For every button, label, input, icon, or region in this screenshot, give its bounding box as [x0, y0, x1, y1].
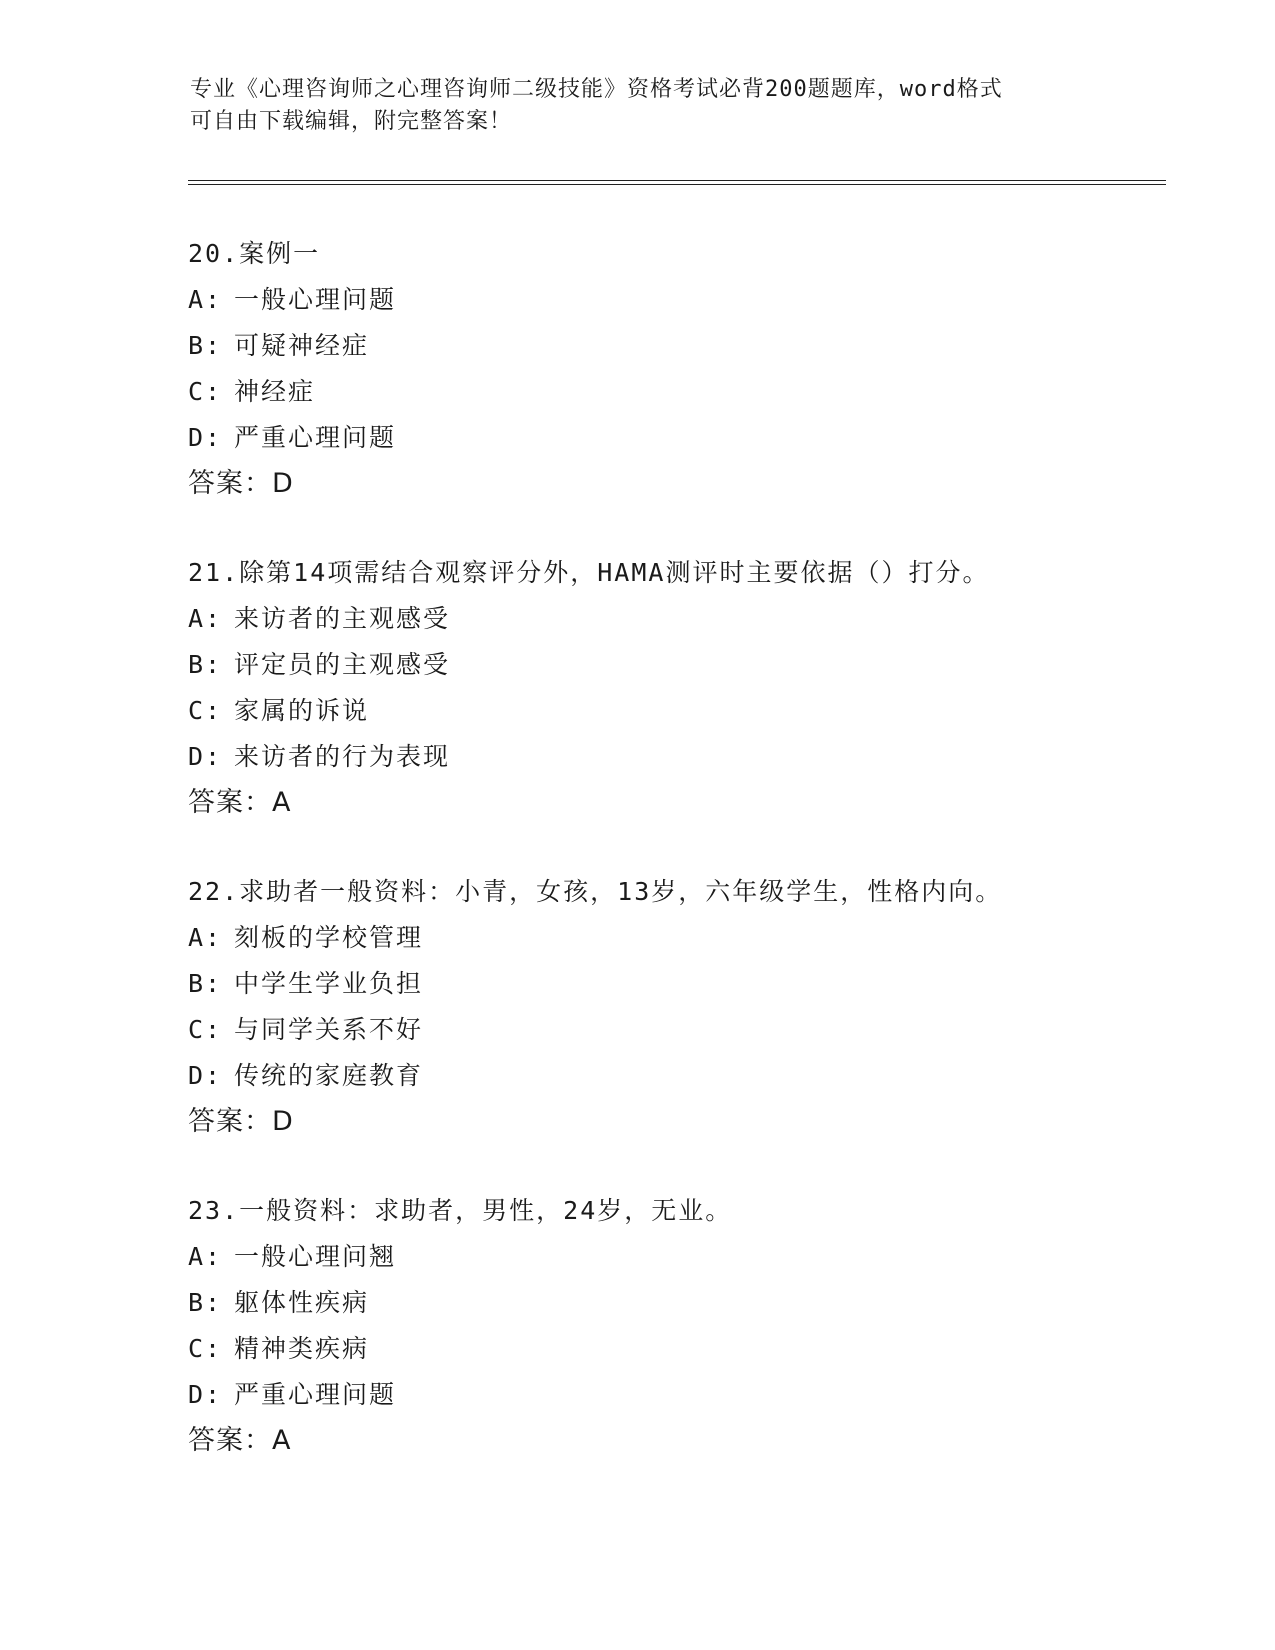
- option-c: [188, 369, 1188, 415]
- option-text: 一般心理问翘: [234, 1242, 397, 1271]
- answer-line: 答案：D: [188, 468, 294, 499]
- option-label: B:: [188, 650, 223, 679]
- option-c: [188, 688, 1188, 734]
- option-d: [188, 1053, 1188, 1099]
- question-block-20: [188, 231, 1188, 507]
- option-a: [188, 1234, 1188, 1280]
- option-text: 来访者的主观感受: [234, 604, 451, 633]
- option-label: D:: [188, 1380, 223, 1409]
- option-b: [188, 1280, 1188, 1326]
- question-block-23: [188, 1188, 1188, 1464]
- option-label: C:: [188, 696, 223, 725]
- option-c: [188, 1007, 1188, 1053]
- header-line-2: 可自由下载编辑，附完整答案！: [190, 109, 513, 134]
- option-b: [188, 323, 1188, 369]
- option-text: 一般心理问题: [234, 285, 397, 314]
- option-label: A:: [188, 923, 223, 952]
- question-block-21: [188, 550, 1188, 826]
- option-text: 传统的家庭教育: [234, 1061, 424, 1090]
- header-line-1: 专业《心理咨询师之心理咨询师二级技能》资格考试必背200题题库，word格式: [190, 77, 1003, 102]
- option-a: [188, 277, 1188, 323]
- option-text: 刻板的学校管理: [234, 923, 424, 952]
- option-label: C:: [188, 377, 223, 406]
- question-stem: 23.一般资料：求助者，男性，24岁，无业。: [188, 1196, 733, 1225]
- header-divider-top: [188, 180, 1166, 181]
- option-label: D:: [188, 1061, 223, 1090]
- option-label: C:: [188, 1334, 223, 1363]
- option-d: [188, 734, 1188, 780]
- option-label: D:: [188, 423, 223, 452]
- option-text: 可疑神经症: [234, 331, 370, 360]
- option-label: A:: [188, 604, 223, 633]
- option-text: 精神类疾病: [234, 1334, 370, 1363]
- option-label: A:: [188, 1242, 223, 1271]
- answer-line: 答案：A: [188, 1425, 292, 1456]
- option-text: 中学生学业负担: [234, 969, 424, 998]
- question-stem: 22.求助者一般资料：小青，女孩，13岁，六年级学生，性格内向。: [188, 877, 1003, 906]
- option-text: 评定员的主观感受: [234, 650, 451, 679]
- option-label: B:: [188, 1288, 223, 1317]
- option-d: [188, 415, 1188, 461]
- option-text: 严重心理问题: [234, 1380, 397, 1409]
- option-label: B:: [188, 331, 223, 360]
- option-text: 来访者的行为表现: [234, 742, 451, 771]
- option-c: [188, 1326, 1188, 1372]
- option-label: C:: [188, 1015, 223, 1044]
- option-a: [188, 915, 1188, 961]
- option-text: 与同学关系不好: [234, 1015, 424, 1044]
- option-b: [188, 642, 1188, 688]
- header-divider-bottom: [188, 184, 1166, 185]
- answer-line: 答案：A: [188, 787, 292, 818]
- option-text: 神经症: [234, 377, 316, 406]
- question-stem: 20.案例一: [188, 239, 321, 268]
- answer-line: 答案：D: [188, 1106, 294, 1137]
- option-text: 家属的诉说: [234, 696, 370, 725]
- option-label: B:: [188, 969, 223, 998]
- option-text: 躯体性疾病: [234, 1288, 370, 1317]
- option-b: [188, 961, 1188, 1007]
- option-label: D:: [188, 742, 223, 771]
- question-block-22: [188, 869, 1188, 1145]
- option-label: A:: [188, 285, 223, 314]
- question-stem: 21.除第14项需结合观察评分外，HAMA测评时主要依据（）打分。: [188, 558, 990, 587]
- document-header: [190, 74, 1090, 138]
- option-a: [188, 596, 1188, 642]
- option-d: [188, 1372, 1188, 1418]
- option-text: 严重心理问题: [234, 423, 397, 452]
